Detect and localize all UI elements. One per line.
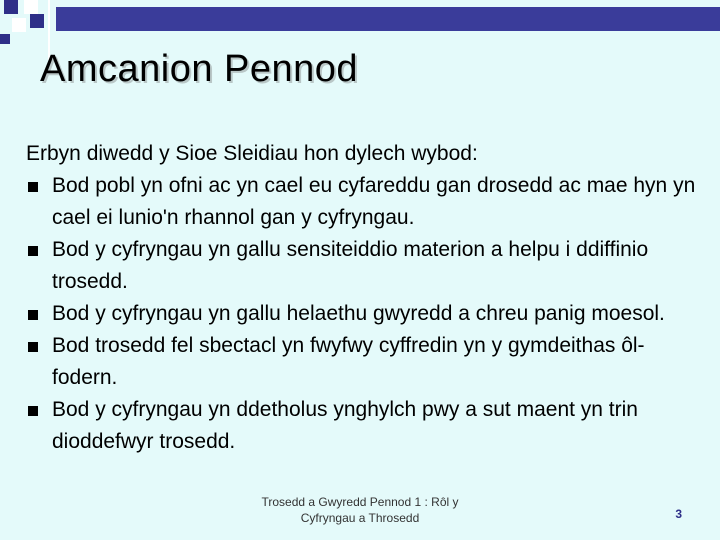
square-bullet-icon (28, 342, 38, 352)
footer-line: Trosedd a Gwyredd Pennod 1 : Rôl y (261, 495, 459, 509)
decoration-square (24, 0, 38, 14)
decoration-square (0, 34, 10, 44)
bullet-text: Bod y cyfryngau yn gallu helaethu gwyredd a chreu panig moesol. (52, 302, 665, 325)
list-item (26, 298, 706, 330)
bullet-text: Bod y cyfryngau yn gallu sensiteiddio materion a helpu i ddiffinio trosedd. (52, 238, 649, 293)
header-decoration-bar (56, 7, 720, 31)
bullet-text: Bod trosedd fel sbectacl yn fwyfwy cyffredin yn y gymdeithas ôl-fodern. (52, 334, 645, 389)
list-item (26, 394, 706, 458)
decoration-square (30, 14, 44, 28)
intro-text: Erbyn diwedd y Sioe Sleidiau hon dylech wybod: (26, 142, 478, 165)
page-number: 3 (675, 507, 682, 521)
square-bullet-icon (28, 310, 38, 320)
slide-title: Amcanion Pennod (40, 48, 359, 90)
decoration-square (12, 18, 26, 32)
bullet-text: Bod pobl yn ofni ac yn cael eu cyfareddu gan drosedd ac mae hyn yn cael ei lunio'n rhannol gan y cyfryngau. (52, 174, 696, 229)
bullet-text: Bod y cyfryngau yn ddetholus ynghylch pwy a sut maent yn trin dioddefwyr trosedd. (52, 398, 638, 453)
footer-line: Cyfryngau a Throsedd (300, 511, 420, 525)
slide-body (26, 138, 706, 458)
square-bullet-icon (28, 182, 38, 192)
decoration-square (4, 0, 18, 14)
bullet-list (26, 170, 706, 458)
square-bullet-icon (28, 406, 38, 416)
list-item (26, 330, 706, 394)
footer-caption (240, 494, 480, 526)
list-item (26, 234, 706, 298)
list-item (26, 170, 706, 234)
square-bullet-icon (28, 246, 38, 256)
